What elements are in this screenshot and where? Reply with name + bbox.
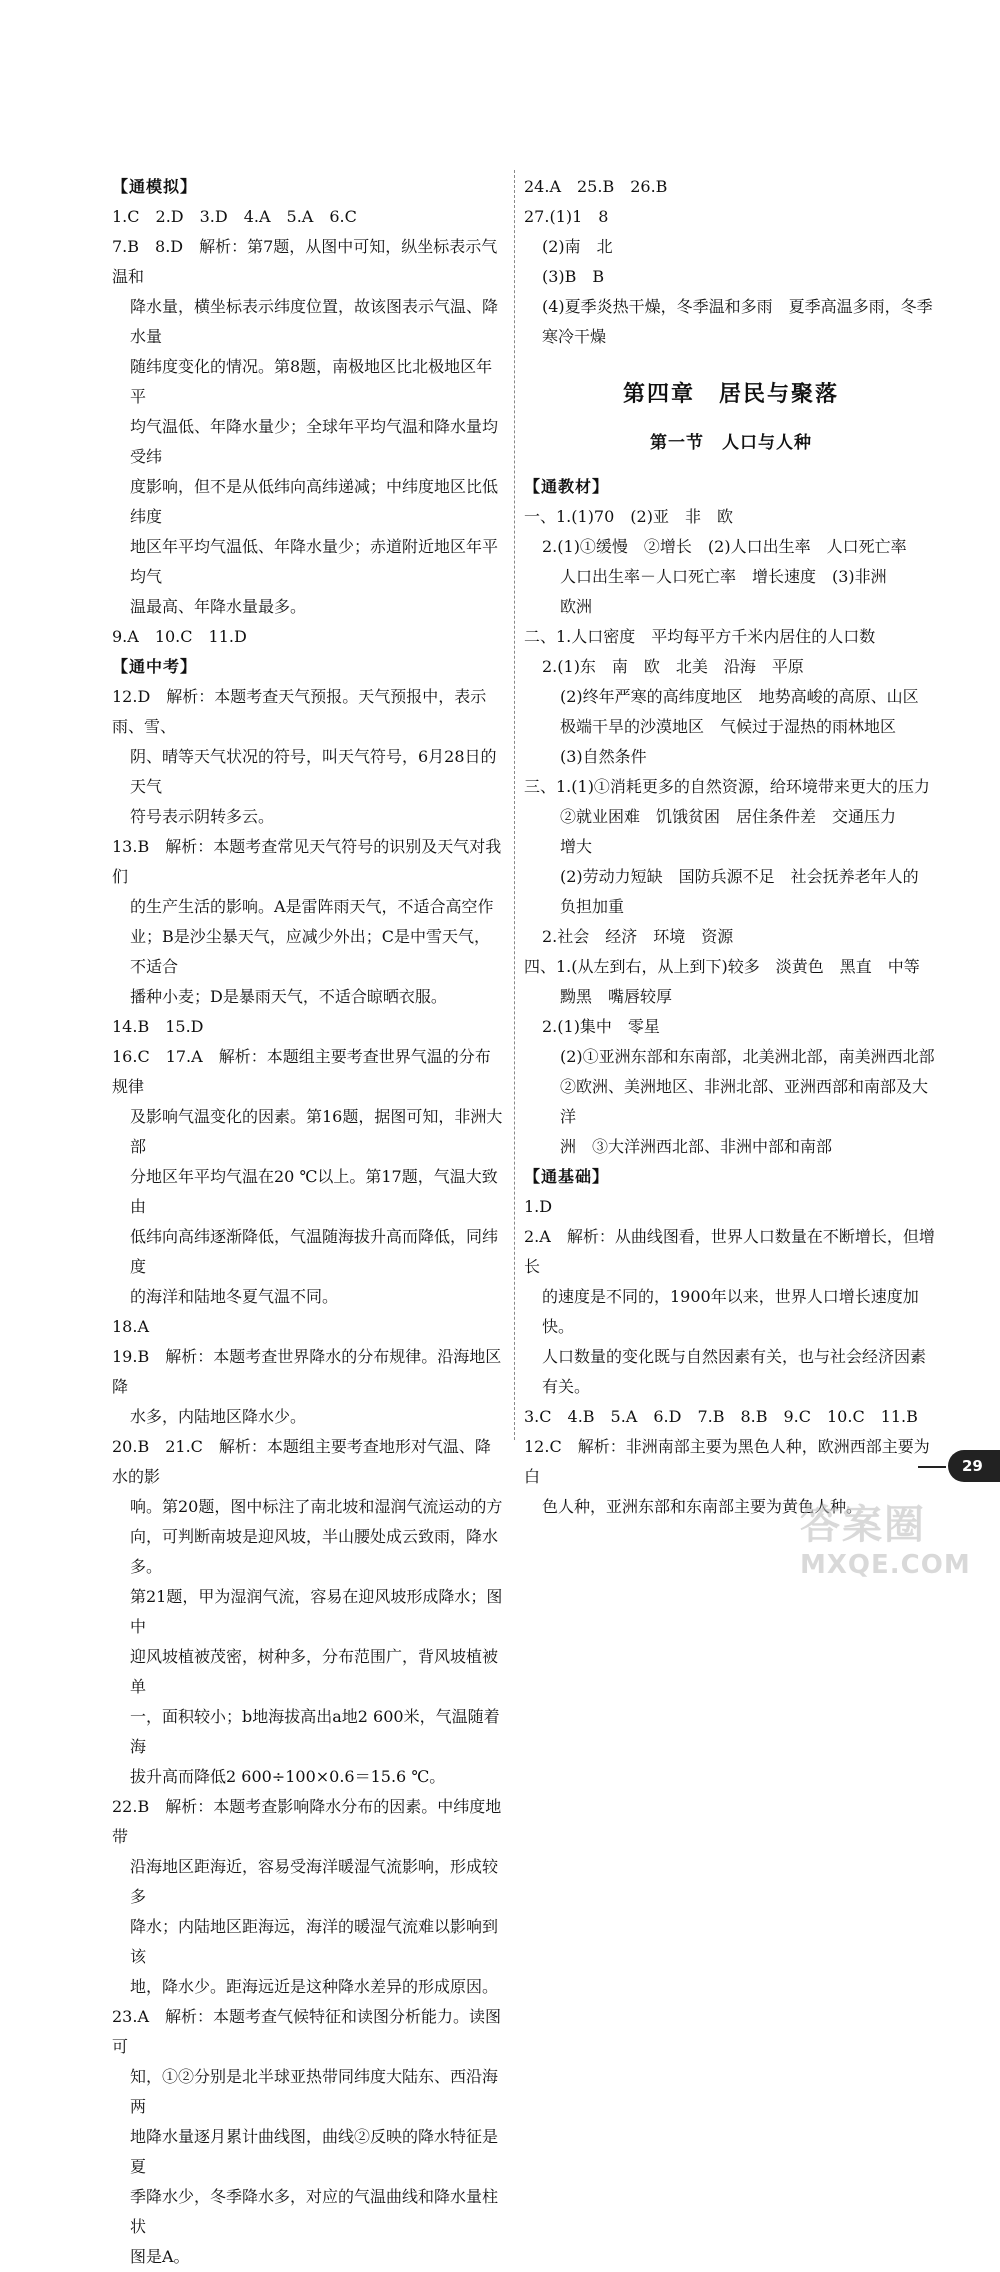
answer-line: 二、1.人口密度 平均每平方千米内居住的人口数 bbox=[524, 627, 876, 646]
answer-line: 图是A。 bbox=[130, 2247, 190, 2266]
answer-line: 沿海地区距海近，容易受海洋暖湿气流影响，形成较多 bbox=[130, 1857, 499, 1906]
answer-line: 增大 bbox=[560, 837, 593, 856]
answer-line: 温最高、年降水量最多。 bbox=[130, 597, 307, 616]
answer-line: 12.D 解析：本题考查天气预报。天气预报中，表示雨、雪、 bbox=[112, 687, 487, 736]
answer-line: 2.A 解析：从曲线图看，世界人口数量在不断增长，但增长 bbox=[524, 1227, 935, 1276]
section-heading: 【通中考】 bbox=[112, 657, 198, 676]
answer-line: (2)①亚洲东部和东南部，北美洲北部，南美洲西北部 bbox=[560, 1047, 935, 1066]
answer-line: 1.D bbox=[524, 1197, 553, 1216]
answer-line: 7.B 8.D 解析：第7题，从图中可知，纵坐标表示气温和 bbox=[112, 237, 498, 286]
answer-line: 向，可判断南坡是迎风坡，半山腰处成云致雨，降水多。 bbox=[130, 1527, 499, 1576]
answer-line: (2)终年严寒的高纬度地区 地势高峻的高原、山区 bbox=[560, 687, 919, 706]
answer-line: 及影响气温变化的因素。第16题，据图可知，非洲大部 bbox=[130, 1107, 503, 1156]
page-number-dash bbox=[918, 1466, 946, 1468]
right-bottom-answers bbox=[524, 472, 938, 1522]
answer-line: 知，①②分别是北半球亚热带同纬度大陆东、西沿海两 bbox=[130, 2067, 499, 2116]
answer-line: 迎风坡植被茂密，树种多，分布范围广，背风坡植被单 bbox=[130, 1647, 499, 1696]
answer-line: (2)南 北 bbox=[542, 237, 613, 256]
answer-line: 人口数量的变化既与自然因素有关，也与社会经济因素 bbox=[542, 1347, 927, 1366]
answer-line: 的海洋和陆地冬夏气温不同。 bbox=[130, 1287, 339, 1306]
answer-line: 20.B 21.C 解析：本题组主要考查地形对气温、降水的影 bbox=[112, 1437, 491, 1486]
answer-line: 24.A 25.B 26.B bbox=[524, 177, 668, 196]
answer-line: (4)夏季炎热干燥，冬季温和多雨 夏季高温多雨，冬季 bbox=[542, 297, 933, 316]
answer-line: 降水量，横坐标表示纬度位置，故该图表示气温、降水量 bbox=[130, 297, 499, 346]
answer-line: 有关。 bbox=[542, 1377, 591, 1396]
answer-line: 响。第20题，图中标注了南北坡和湿润气流运动的方 bbox=[130, 1497, 503, 1516]
answer-line: 低纬向高纬逐渐降低，气温随海拔升高而降低，同纬度 bbox=[130, 1227, 499, 1276]
answer-line: 三、1.(1)①消耗更多的自然资源，给环境带来更大的压力 bbox=[524, 777, 930, 796]
answer-line: 2.(1)集中 零星 bbox=[542, 1017, 660, 1036]
answer-line: 阴、晴等天气状况的符号，叫天气符号，6月28日的天气 bbox=[130, 747, 497, 796]
section-heading: 【通模拟】 bbox=[112, 177, 198, 196]
answer-line: 极端干旱的沙漠地区 气候过于湿热的雨林地区 bbox=[560, 717, 897, 736]
answer-line: 洲 ③大洋洲西北部、非洲中部和南部 bbox=[560, 1137, 833, 1156]
answer-line: 均气温低、年降水量少；全球年平均气温和降水量均受纬 bbox=[130, 417, 499, 466]
answer-line: 符号表示阴转多云。 bbox=[130, 807, 275, 826]
answer-line: 23.A 解析：本题考查气候特征和读图分析能力。读图可 bbox=[112, 2007, 502, 2056]
answer-line: 季降水少，冬季降水多，对应的气温曲线和降水量柱状 bbox=[130, 2187, 499, 2236]
answer-line: 色人种，亚洲东部和东南部主要为黄色人种。 bbox=[542, 1497, 863, 1516]
answer-line: 第21题，甲为湿润气流，容易在迎风坡形成降水；图中 bbox=[130, 1587, 503, 1636]
section-heading: 【通教材】 bbox=[524, 477, 610, 496]
left-column bbox=[112, 172, 504, 2272]
watermark bbox=[800, 1500, 990, 1590]
section-title: 第一节 人口与人种 bbox=[650, 433, 812, 453]
answer-line: 3.C 4.B 5.A 6.D 7.B 8.B 9.C 10.C 11.B bbox=[524, 1407, 918, 1426]
page-number: 29 bbox=[948, 1450, 1000, 1482]
answer-line: 的生产生活的影响。A是雷阵雨天气，不适合高空作 bbox=[130, 897, 494, 916]
chapter-title: 第四章 居民与聚落 bbox=[622, 381, 839, 407]
answer-line: 2.(1)①缓慢 ②增长 (2)人口出生率 人口死亡率 bbox=[542, 537, 907, 556]
answer-line: 12.C 解析：非洲南部主要为黑色人种，欧洲西部主要为白 bbox=[524, 1437, 930, 1486]
column-divider bbox=[514, 170, 515, 1440]
answer-line: 分地区年平均气温在20 ℃以上。第17题，气温大致由 bbox=[130, 1167, 498, 1216]
answer-line: 一、1.(1)70 (2)亚 非 欧 bbox=[524, 507, 733, 526]
answer-line: 地降水量逐月累计曲线图，曲线②反映的降水特征是夏 bbox=[130, 2127, 499, 2176]
answer-line: 随纬度变化的情况。第8题，南极地区比北极地区年平 bbox=[130, 357, 493, 406]
section-heading: 【通基础】 bbox=[524, 1167, 610, 1186]
answer-line: 2.(1)东 南 欧 北美 沿海 平原 bbox=[542, 657, 804, 676]
answer-line: (2)劳动力短缺 国防兵源不足 社会抚养老年人的 bbox=[560, 867, 919, 886]
watermark-logo: 答案圈 bbox=[800, 1502, 926, 1548]
answer-line: 人口出生率－人口死亡率 增长速度 (3)非洲 bbox=[560, 567, 887, 586]
answer-line: 地区年平均气温低、年降水量少；赤道附近地区年平均气 bbox=[130, 537, 499, 586]
answer-line: 18.A bbox=[112, 1317, 149, 1336]
answer-line: 业；B是沙尘暴天气，应减少外出；C是中雪天气，不适合 bbox=[130, 927, 491, 976]
answer-line: 16.C 17.A 解析：本题组主要考查世界气温的分布规律 bbox=[112, 1047, 491, 1096]
answer-line: 9.A 10.C 11.D bbox=[112, 627, 247, 646]
answer-line: ②就业困难 饥饿贫困 居住条件差 交通压力 bbox=[560, 807, 897, 826]
right-column bbox=[524, 172, 938, 1522]
answer-line: 度影响，但不是从低纬向高纬递减；中纬度地区比低纬度 bbox=[130, 477, 499, 526]
watermark-url: MXQE.COM bbox=[800, 1550, 971, 1580]
answer-line: 14.B 15.D bbox=[112, 1017, 204, 1036]
answer-line: 寒冷干燥 bbox=[542, 327, 607, 346]
answer-line: 拔升高而降低2 600÷100×0.6＝15.6 ℃。 bbox=[130, 1767, 446, 1786]
answer-line: (3)自然条件 bbox=[560, 747, 647, 766]
answer-line: 19.B 解析：本题考查世界降水的分布规律。沿海地区降 bbox=[112, 1347, 502, 1396]
answer-line: 一，面积较小；b地海拔高出a地2 600米，气温随着海 bbox=[130, 1707, 500, 1756]
answer-line: 的速度是不同的，1900年以来，世界人口增长速度加快。 bbox=[542, 1287, 919, 1336]
answer-line: 负担加重 bbox=[560, 897, 625, 916]
answer-line: 1.C 2.D 3.D 4.A 5.A 6.C bbox=[112, 207, 357, 226]
answer-line: 四、1.(从左到右，从上到下)较多 淡黄色 黑直 中等 bbox=[524, 957, 920, 976]
answer-line: 降水；内陆地区距海远，海洋的暖湿气流难以影响到该 bbox=[130, 1917, 499, 1966]
answer-line: 黝黑 嘴唇较厚 bbox=[560, 987, 673, 1006]
answer-line: 欧洲 bbox=[560, 597, 593, 616]
answer-line: 2.社会 经济 环境 资源 bbox=[542, 927, 734, 946]
answer-line: 播种小麦；D是暴雨天气，不适合晾晒衣服。 bbox=[130, 987, 447, 1006]
answer-line: 22.B 解析：本题考查影响降水分布的因素。中纬度地带 bbox=[112, 1797, 502, 1846]
answer-line: 水多，内陆地区降水少。 bbox=[130, 1407, 307, 1426]
answer-line: 地，降水少。距海远近是这种降水差异的形成原因。 bbox=[130, 1977, 499, 1996]
answer-line: ②欧洲、美洲地区、非洲北部、亚洲西部和南部及大洋 bbox=[560, 1077, 929, 1126]
right-top-answers bbox=[524, 172, 938, 352]
answer-line: (3)B B bbox=[542, 267, 605, 286]
answer-line: 27.(1)1 8 bbox=[524, 207, 609, 226]
answer-line: 13.B 解析：本题考查常见天气符号的识别及天气对我们 bbox=[112, 837, 502, 886]
